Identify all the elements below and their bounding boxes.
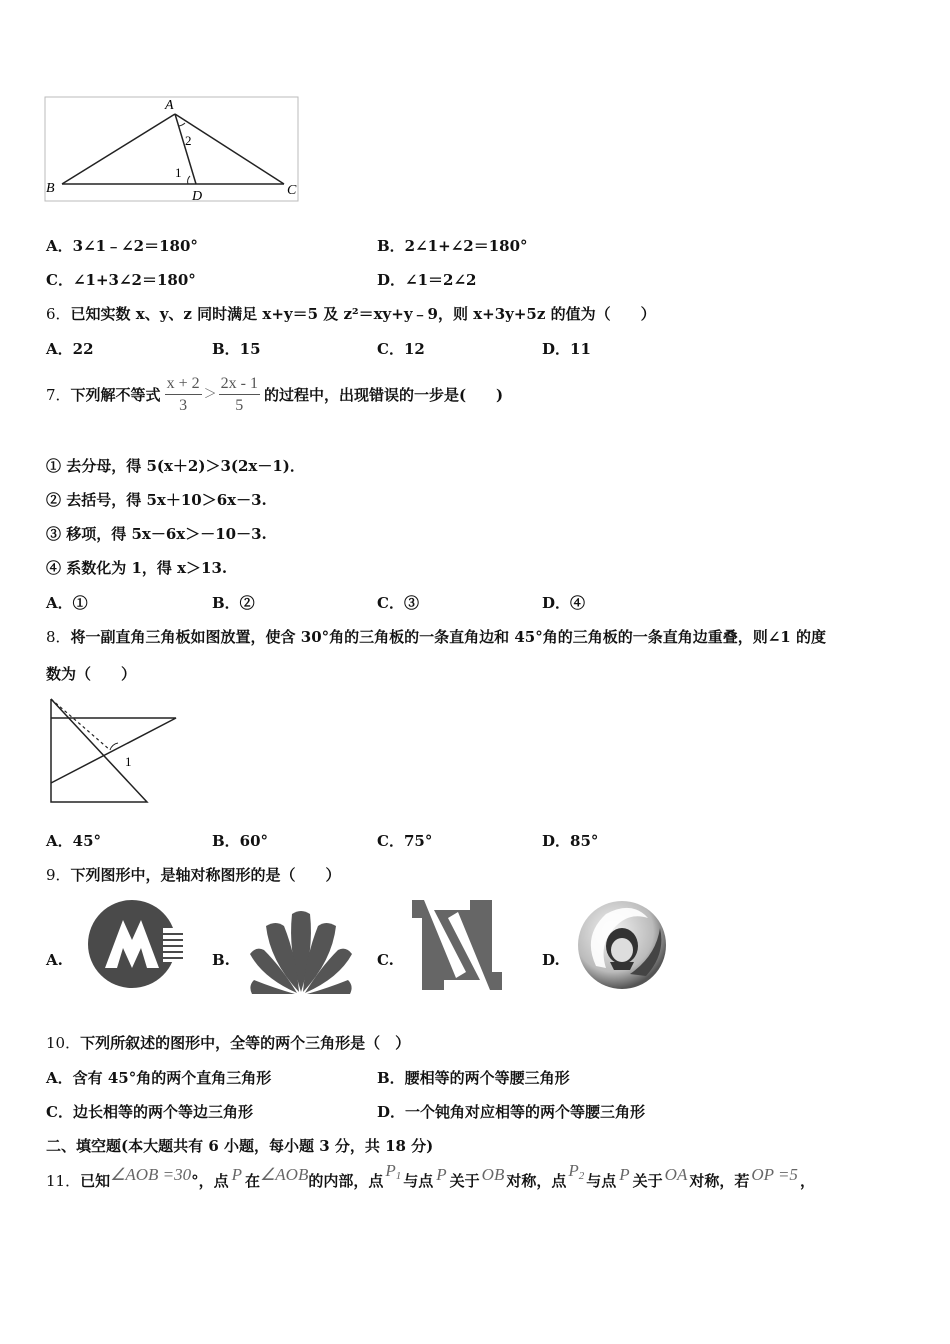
- q7-lhs-numerator: x + 2: [165, 374, 202, 395]
- q7-text-pre: 下列解不等式: [70, 386, 161, 404]
- hidden-edge-dashed: [51, 699, 110, 750]
- q7-inequality-sign: ＞: [203, 387, 217, 402]
- q11-stem: [46, 1160, 815, 1199]
- q7-option-a[interactable]: A．①: [46, 594, 88, 612]
- q8-text-line1: 将一副直角三角板如图放置，使含 30°角的三角板的一条直角边和 45°角的三角板的一条直角边重叠，则∠1 的度: [70, 628, 826, 646]
- q8-option-c[interactable]: C．75°: [377, 832, 433, 850]
- q11-text-10: 对称，若: [689, 1172, 750, 1190]
- q7-lhs-denominator: 3: [179, 396, 188, 414]
- q8-option-b[interactable]: B．60°: [212, 832, 269, 850]
- q10-option-b[interactable]: B．腰相等的两个等腰三角形: [377, 1069, 570, 1087]
- q7-step-2: ② 去括号，得 5x＋10＞6x－3.: [46, 491, 267, 509]
- q9-text: 下列图形中，是轴对称图形的是（ ）: [70, 866, 341, 884]
- q7-step-3: ③ 移项，得 5x－6x＞－10－3.: [46, 525, 267, 543]
- q9-stem: [46, 865, 341, 885]
- triangle-45: [51, 699, 147, 802]
- q11-text-5: 与点: [403, 1172, 434, 1190]
- q6-option-c[interactable]: C．12: [377, 340, 425, 358]
- label-b: B: [46, 181, 55, 196]
- segment-ac: [175, 114, 284, 184]
- q6-option-b[interactable]: B．15: [212, 340, 261, 358]
- q8-stem-line2: 数为（ ）: [46, 665, 137, 683]
- q11-math-p-2: P: [436, 1165, 447, 1184]
- bank-logo-image: [85, 898, 185, 990]
- q11-number: 11．: [46, 1172, 81, 1190]
- q7-option-c[interactable]: C．③: [377, 594, 419, 612]
- q7-text-post: 的过程中，出现错误的一步是( ): [263, 386, 504, 404]
- q7-lhs-fraction: [165, 374, 202, 417]
- q9-number: 9．: [46, 866, 71, 884]
- q11-text-6: 关于: [449, 1172, 480, 1190]
- q10-stem: [46, 1033, 410, 1053]
- q11-math-p1: [385, 1161, 401, 1186]
- q5-option-b[interactable]: B．2∠1+∠2＝180°: [377, 237, 528, 255]
- q11-text-7: 对称，点: [506, 1172, 567, 1190]
- q11-math-p-3: P: [619, 1165, 630, 1184]
- label-c: C: [287, 183, 297, 198]
- q11-math-angle-aob: ∠AOB: [260, 1165, 309, 1184]
- q6-number: 6．: [46, 305, 71, 323]
- q5-option-c[interactable]: C．∠1+3∠2＝180°: [46, 271, 196, 289]
- set-square-figure-q8: [44, 694, 184, 806]
- q7-number: 7．: [46, 386, 71, 404]
- zigzag-square-logo-image: [410, 898, 504, 994]
- q6-option-d[interactable]: D．11: [542, 340, 591, 358]
- penguin-logo-image: [576, 896, 668, 994]
- q11-math-p1-letter: P: [385, 1160, 396, 1180]
- q11-text-2: °，点: [191, 1172, 229, 1190]
- q10-option-c[interactable]: C．边长相等的两个等边三角形: [46, 1103, 253, 1121]
- q11-math-ob: OB: [481, 1165, 505, 1184]
- q9-option-b[interactable]: B.: [212, 951, 230, 969]
- segment-ab: [62, 114, 175, 184]
- q7-rhs-numerator: 2x - 1: [219, 374, 260, 395]
- q7-option-b[interactable]: B．②: [212, 594, 255, 612]
- q7-rhs-denominator: 5: [235, 396, 244, 414]
- angle-arc-2: [179, 123, 185, 126]
- triangle-30: [51, 718, 176, 783]
- q11-math-op-5: OP =5: [751, 1165, 798, 1184]
- q7-option-d[interactable]: D．④: [542, 594, 586, 612]
- section-2-heading: 二、填空题(本大题共有 6 小题，每小题 3 分，共 18 分): [46, 1137, 434, 1155]
- label-a: A: [165, 98, 174, 113]
- q11-math-p2-letter: P: [568, 1160, 579, 1180]
- label-d: D: [192, 189, 203, 204]
- q11-text-4: 的内部，点: [308, 1172, 384, 1190]
- q8-option-d[interactable]: D．85°: [542, 832, 599, 850]
- q5-option-a[interactable]: A．3∠1﹣∠2＝180°: [46, 237, 198, 255]
- angle-arc-1: [188, 176, 190, 184]
- q11-text-1: 已知: [80, 1172, 111, 1190]
- q11-text-11: ，: [799, 1172, 815, 1190]
- petal-logo-image: [248, 906, 354, 996]
- q11-text-3: 在: [245, 1172, 261, 1190]
- q7-stem: [46, 370, 503, 420]
- label-angle-2: 2: [185, 133, 192, 148]
- q7-rhs-fraction: [219, 374, 260, 417]
- q11-text-8: 与点: [586, 1172, 617, 1190]
- q8-stem-line1: [46, 627, 826, 647]
- q11-math-p1-subscript: 1: [395, 1169, 402, 1182]
- q9-option-a[interactable]: A.: [46, 951, 63, 969]
- triangle-figure-q5: [44, 96, 302, 206]
- q7-step-4: ④ 系数化为 1，得 x＞13.: [46, 559, 228, 577]
- q6-option-a[interactable]: A．22: [46, 340, 94, 358]
- q11-math-p2: [568, 1161, 584, 1186]
- q8-option-a[interactable]: A．45°: [46, 832, 102, 850]
- q10-option-a[interactable]: A．含有 45°角的两个直角三角形: [46, 1069, 272, 1087]
- q7-step-1: ① 去分母，得 5(x＋2)＞3(2x－1)．: [46, 457, 305, 475]
- q11-math-angle-aob-30: ∠AOB =30: [110, 1165, 192, 1184]
- label-angle-1: 1: [175, 165, 182, 180]
- q9-option-c[interactable]: C.: [377, 951, 394, 969]
- q5-option-d[interactable]: D．∠1＝2∠2: [377, 271, 477, 289]
- q10-text: 下列所叙述的图形中，全等的两个三角形是（ ）: [80, 1034, 411, 1052]
- q11-math-p2-subscript: 2: [578, 1169, 585, 1182]
- q8-number: 8．: [46, 628, 71, 646]
- q11-math-p: P: [231, 1165, 243, 1184]
- q9-option-d[interactable]: D.: [542, 951, 560, 969]
- q6-text: 已知实数 x、y、z 同时满足 x+y＝5 及 z²＝xy+y﹣9，则 x+3y+5z 的值为（ ）: [70, 305, 656, 323]
- q6-stem: [46, 304, 656, 324]
- q10-number: 10．: [46, 1034, 81, 1052]
- q10-option-d[interactable]: D．一个钝角对应相等的两个等腰三角形: [377, 1103, 646, 1121]
- q11-text-9: 关于: [632, 1172, 663, 1190]
- q11-math-oa: OA: [664, 1165, 688, 1184]
- label-angle-1: 1: [125, 754, 132, 769]
